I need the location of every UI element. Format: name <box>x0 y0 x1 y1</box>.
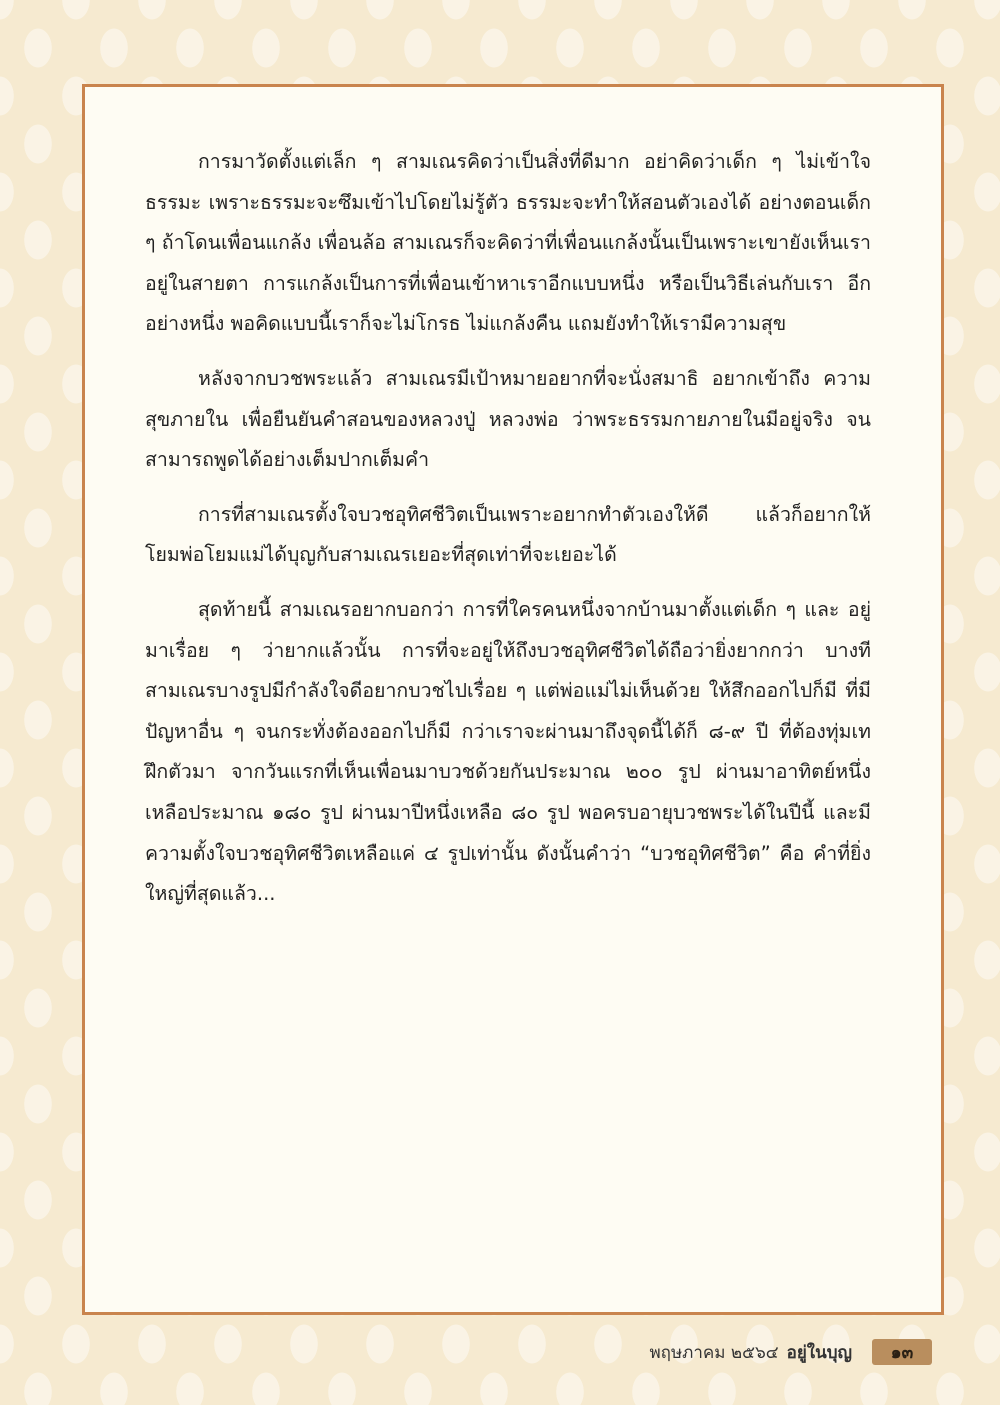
paragraph-4: สุดท้ายนี้ สามเณรอยากบอกว่า การที่ใครคนหนึ่งจากบ้านมาตั้งแต่เด็ก ๆ และ อยู่มาเรื่อย ๆ ว่ายากแล้วนั้น การที่จะอยู่ให้ถึงบวชอุทิศชีวิตได้ถือว่ายิ่งยากกว่า บางที สามเณรบางรูปมีกำลังใจดีอยากบวชไปเรื่อย ๆ แต่พ่อแม่ไม่เห็นด้วย ให้สึกออกไปก็มี ที่มีปัญหาอื่น ๆ จนกระทั่งต้องออกไปก็มี กว่าเราจะผ่านมาถึงจุดนี้ได้ก็ ๘-๙ ปี ที่ต้องทุ่มเท ฝึกตัวมา จากวันแรกที่เห็นเพื่อนมาบวชด้วยกันประมาณ ๒๐๐ รูป ผ่านมาอาทิตย์หนึ่ง เหลือประมาณ ๑๘๐ รูป ผ่านมาปีหนึ่งเหลือ ๘๐ รูป พอครบอายุบวชพระได้ในปีนี้ และมีความตั้งใจบวชอุทิศชีวิตเหลือแค่ ๔ รูปเท่านั้น ดังนั้นคำว่า “บวชอุทิศชีวิต” คือ คำที่ยิ่งใหญ่ที่สุดแล้ว... <box>145 597 871 906</box>
paragraph-1: การมาวัดตั้งแต่เล็ก ๆ สามเณรคิดว่าเป็นสิ่งที่ดีมาก อย่าคิดว่าเด็ก ๆ ไม่เข้าใจธรรมะ เพราะธรรมะจะซึมเข้าไปโดยไม่รู้ตัว ธรรมะจะทำให้สอนตัวเองได้ อย่างตอนเด็ก ๆ ถ้าโดนเพื่อนแกล้ง เพื่อนล้อ สามเณรก็จะคิดว่าที่เพื่อนแกล้งนั้นเป็นเพราะเขายังเห็นเรา อยู่ในสายตา การแกล้งเป็นการที่เพื่อนเข้าหาเราอีกแบบหนึ่ง หรือเป็นวิธีเล่นกับเรา อีกอย่างหนึ่ง พอคิดแบบนี้เราก็จะไม่โกรธ ไม่แกล้งคืน แถมยังทำให้เรามีความสุข <box>145 150 871 336</box>
article-body <box>145 142 871 929</box>
article-frame <box>82 84 944 1315</box>
magazine-title: อยู่ในบุญ <box>786 1342 852 1363</box>
paragraph-2: หลังจากบวชพระแล้ว สามเณรมีเป้าหมายอยากที่จะนั่งสมาธิ อยากเข้าถึง ความสุขภายใน เพื่อยืนยันคำสอนของหลวงปู่ หลวงพ่อ ว่าพระธรรมกายภายในมีอยู่จริง จนสามารถพูดได้อย่างเต็มปากเต็มคำ <box>145 366 871 472</box>
paragraph-3: การที่สามเณรตั้งใจบวชอุทิศชีวิตเป็นเพราะอยากทำตัวเองให้ดี แล้วก็อยากให้ โยมพ่อโยมแม่ได้บุญกับสามเณรเยอะที่สุดเท่าที่จะเยอะได้ <box>145 502 871 567</box>
page-footer <box>649 1337 932 1367</box>
page-number-badge: ๑๓ <box>872 1339 932 1365</box>
issue-date: พฤษภาคม ๒๕๖๔ <box>649 1342 779 1363</box>
